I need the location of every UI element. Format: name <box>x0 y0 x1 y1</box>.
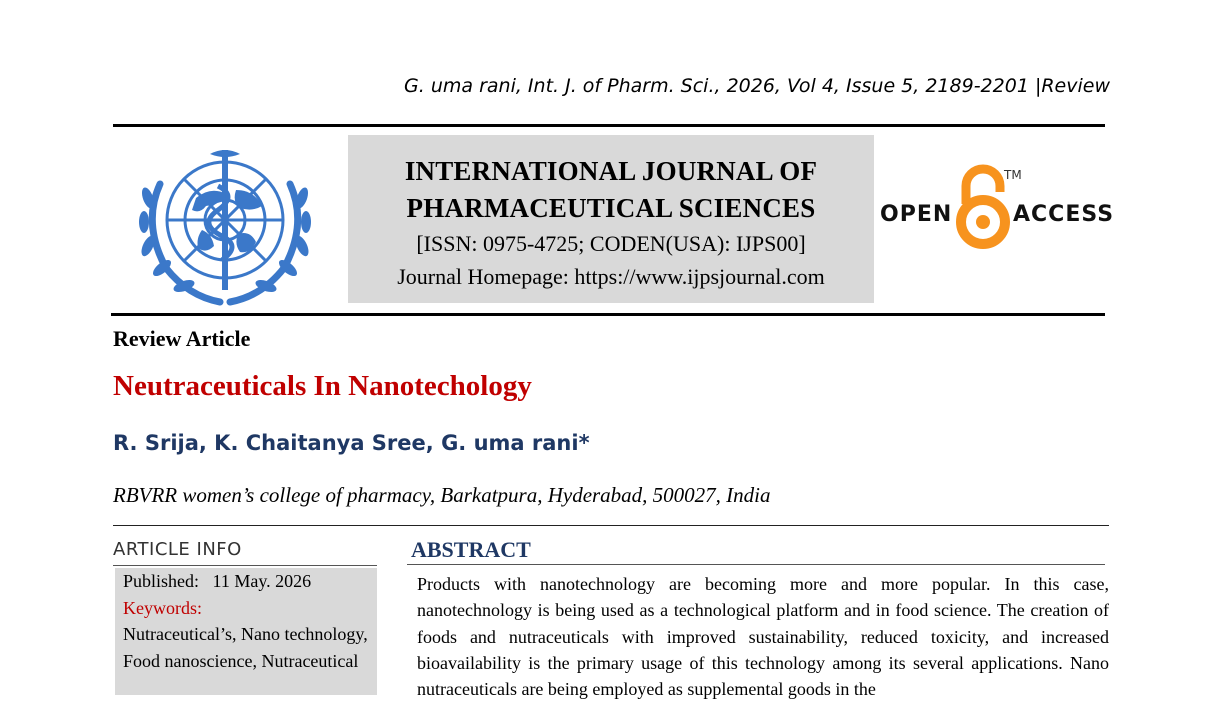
article-info-underline <box>113 565 377 566</box>
open-access-left-text: OPEN <box>880 202 953 227</box>
abstract-text: Products with nanotechnology are becoming more and more popular. In this case, nanotechnology is being used as a technological platform and in food science. The creation of foods and nutraceuticals with improved sustainability, reduced toxicity, and increased bioavailability is the primary usage of this technology among its several applications. Nano nutraceuticals are being employed as supplemental goods in the <box>417 574 1109 700</box>
article-info-heading: ARTICLE INFO <box>113 539 242 560</box>
open-access-right-text: ACCESS <box>1013 202 1115 227</box>
journal-issn: [ISSN: 0975-4725; CODEN(USA): IJPS00] <box>416 231 806 256</box>
keywords-text: Nutraceutical’s, Nano technology, Food nanoscience, Nutraceutical <box>123 624 368 671</box>
article-affiliation: RBVRR women’s college of pharmacy, Barkatpura, Hyderabad, 500027, India <box>113 483 771 507</box>
abstract-underline <box>407 564 1105 565</box>
abstract-heading: ABSTRACT <box>411 537 531 562</box>
article-authors: R. Srija, K. Chaitanya Sree, G. uma rani* <box>113 431 590 455</box>
open-access-logo <box>880 164 1115 254</box>
citation-line: G. uma rani, Int. J. of Pharm. Sci., 2026, Vol 4, Issue 5, 2189-2201 |Review <box>404 75 1110 97</box>
journal-masthead <box>348 135 874 303</box>
article-title: Neutraceuticals In Nanotechology <box>113 370 532 402</box>
globe-caduceus-emblem-icon <box>126 138 324 306</box>
header-rule-top <box>113 124 1105 127</box>
journal-name-line2: PHARMACEUTICAL SCIENCES <box>406 193 816 223</box>
journal-homepage: Journal Homepage: https://www.ijpsjournal.com <box>397 264 825 289</box>
journal-name-line1: INTERNATIONAL JOURNAL OF <box>404 156 818 186</box>
article-type: Review Article <box>113 326 251 351</box>
header-rule-bottom <box>111 313 1105 316</box>
section-divider <box>113 525 1109 526</box>
published-date: Published: 11 May. 2026 <box>123 571 312 591</box>
open-access-tm: TM <box>1004 168 1022 182</box>
article-info-box <box>115 568 377 695</box>
keywords-label: Keywords: <box>123 597 202 618</box>
